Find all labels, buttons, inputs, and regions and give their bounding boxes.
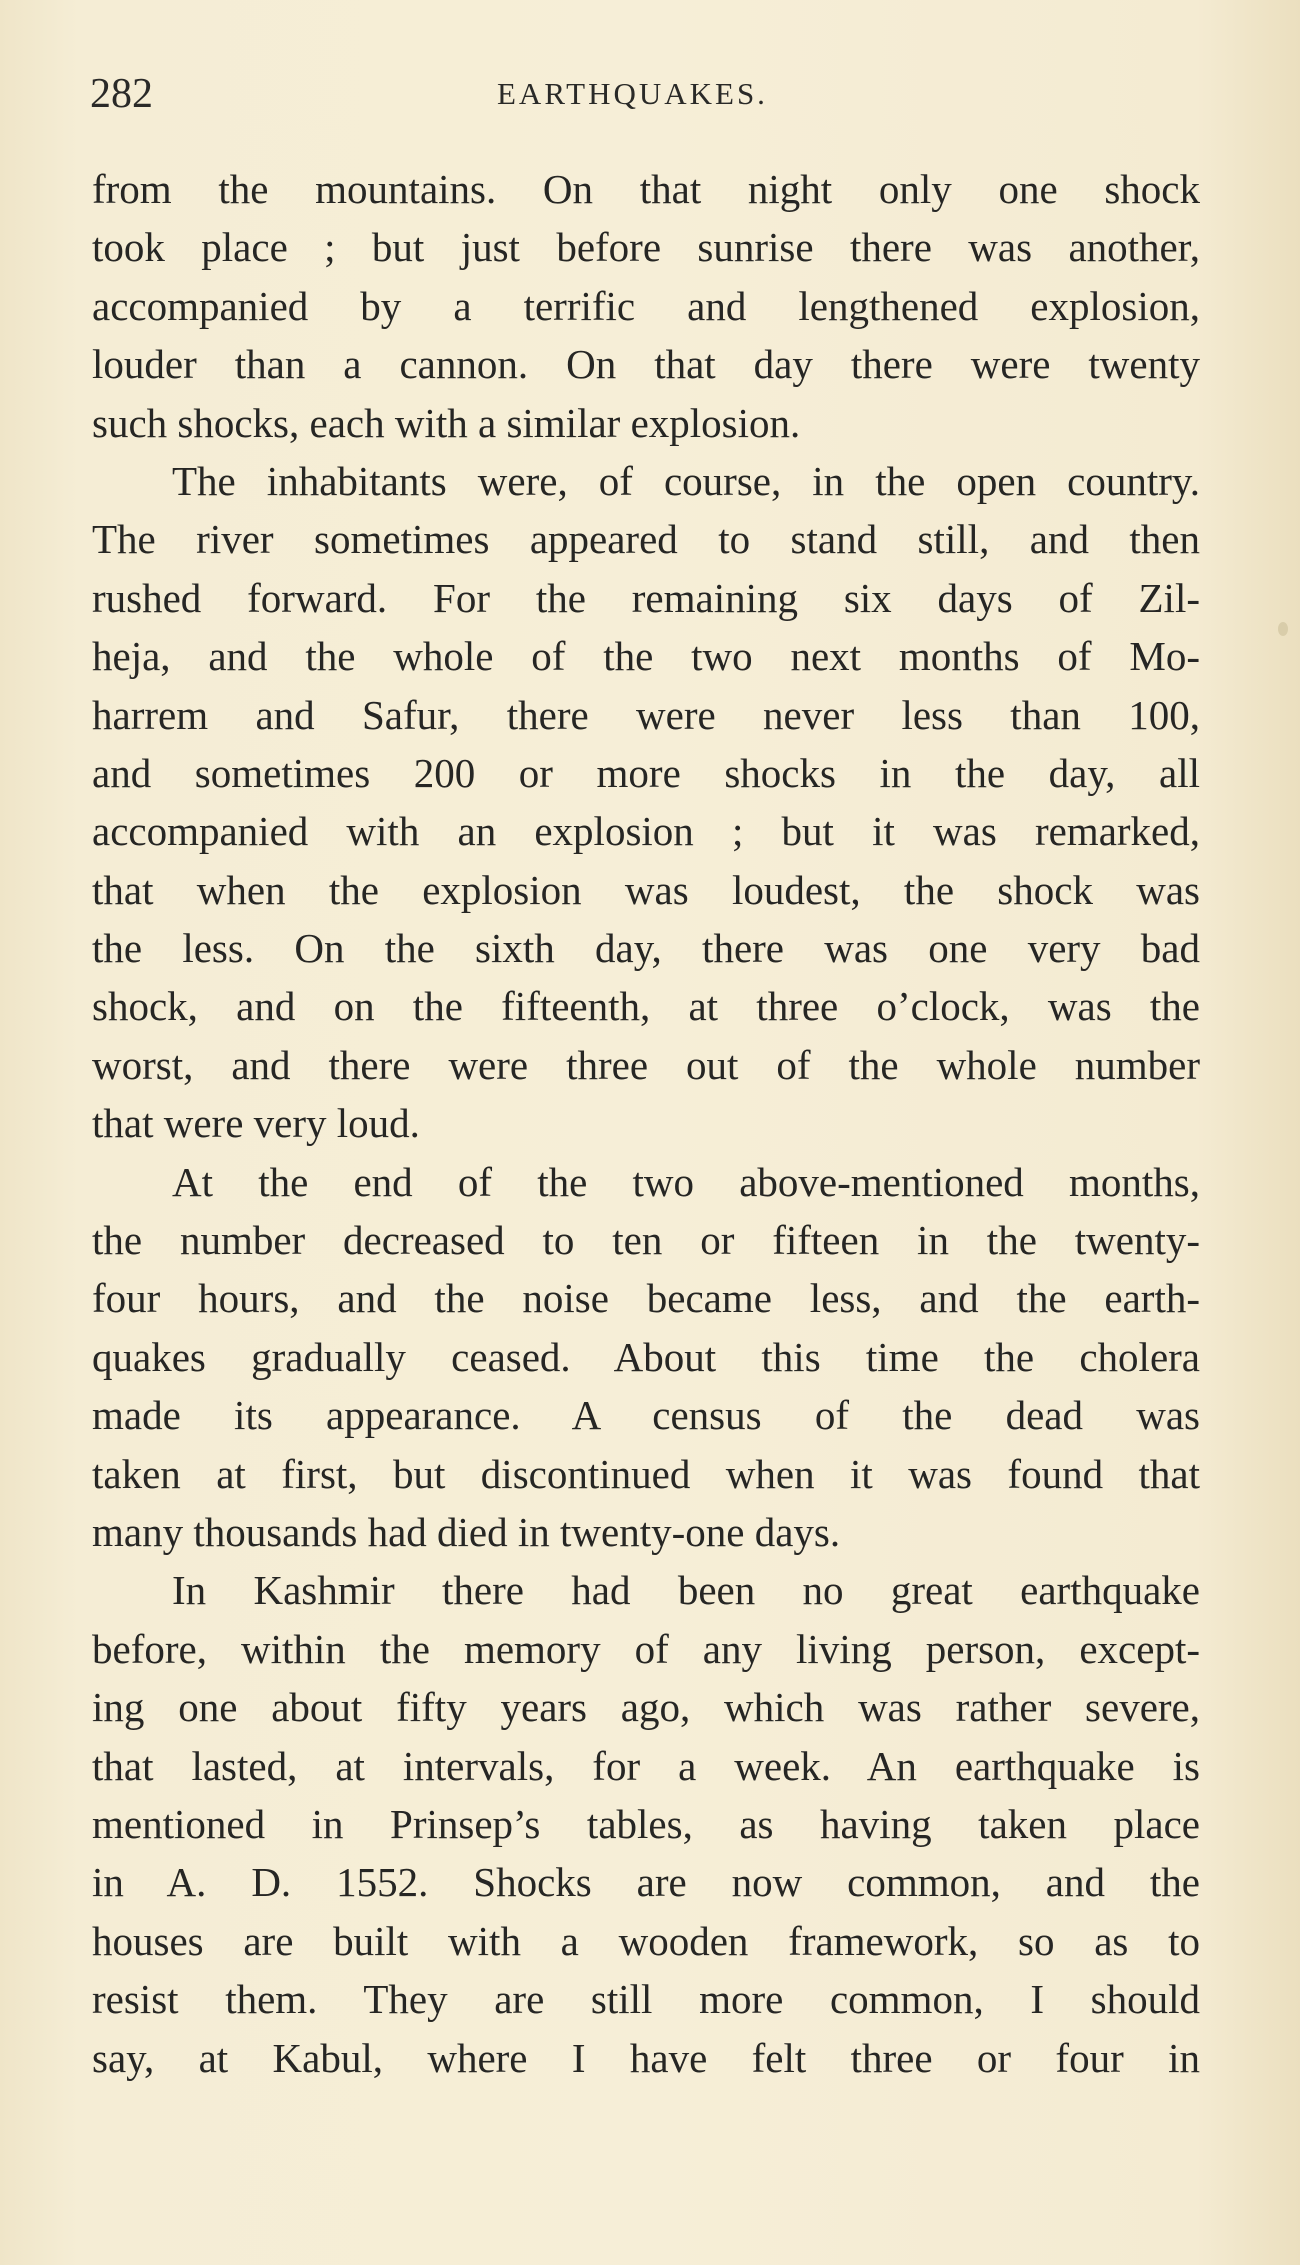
text-line: accompanied with an explosion ; but it was remarked,	[92, 808, 1200, 855]
text-line: the less. On the sixth day, there was one very bad	[92, 925, 1200, 972]
text-line: before, within the memory of any living person, except-	[92, 1625, 1200, 1672]
text-line: accompanied by a terrific and lengthened explosion,	[92, 282, 1200, 329]
text-line: in A. D. 1552. Shocks are now common, and the	[92, 1859, 1200, 1906]
text-line: and sometimes 200 or more shocks in the day, all	[92, 749, 1200, 796]
text-line: In Kashmir there had been no great earthquake	[172, 1567, 1200, 1614]
text-line: rushed forward. For the remaining six days of Zil-	[92, 574, 1200, 621]
text-line: that when the explosion was loudest, the shock was	[92, 866, 1200, 913]
body-text	[92, 160, 1200, 2087]
text-line: such shocks, each with a similar explosion.	[92, 399, 801, 446]
text-line: At the end of the two above-mentioned months,	[172, 1158, 1200, 1205]
text-line: took place ; but just before sunrise there was another,	[92, 224, 1200, 271]
text-line: from the mountains. On that night only one shock	[92, 166, 1200, 212]
text-line: harrem and Safur, there were never less than 100,	[92, 691, 1200, 738]
text-line: taken at first, but discontinued when it was found that	[92, 1450, 1200, 1497]
text-line: louder than a cannon. On that day there were twenty	[92, 341, 1200, 388]
running-title: EARTHQUAKES.	[497, 76, 768, 111]
text-line: houses are built with a wooden framework, so as to	[92, 1917, 1200, 1964]
text-line: made its appearance. A census of the dead was	[92, 1392, 1200, 1439]
text-line: heja, and the whole of the two next months of Mo-	[92, 633, 1200, 680]
page-number: 282	[90, 71, 153, 117]
text-line: say, at Kabul, where I have felt three or four in	[92, 2034, 1200, 2081]
text-line: resist them. They are still more common, I should	[92, 1976, 1200, 2023]
text-line: quakes gradually ceased. About this time the cholera	[92, 1333, 1200, 1380]
text-line: The inhabitants were, of course, in the open country.	[172, 457, 1200, 504]
text-line: many thousands had died in twenty-one days.	[92, 1508, 841, 1555]
text-line: The river sometimes appeared to stand still, and then	[92, 516, 1200, 563]
text-line: ing one about fifty years ago, which was rather severe,	[92, 1684, 1200, 1731]
text-line: that were very loud.	[92, 1100, 420, 1147]
running-head	[90, 66, 1210, 122]
text-line: the number decreased to ten or fifteen in the twenty-	[92, 1217, 1200, 1264]
text-line: that lasted, at intervals, for a week. An earthquake is	[92, 1742, 1200, 1789]
paper-speck	[1278, 622, 1288, 636]
text-line: shock, and on the fifteenth, at three o’clock, was the	[92, 983, 1200, 1030]
text-line: mentioned in Prinsep’s tables, as having taken place	[92, 1800, 1200, 1847]
text-line: four hours, and the noise became less, and the earth-	[92, 1275, 1200, 1322]
text-line: worst, and there were three out of the whole number	[92, 1041, 1200, 1088]
